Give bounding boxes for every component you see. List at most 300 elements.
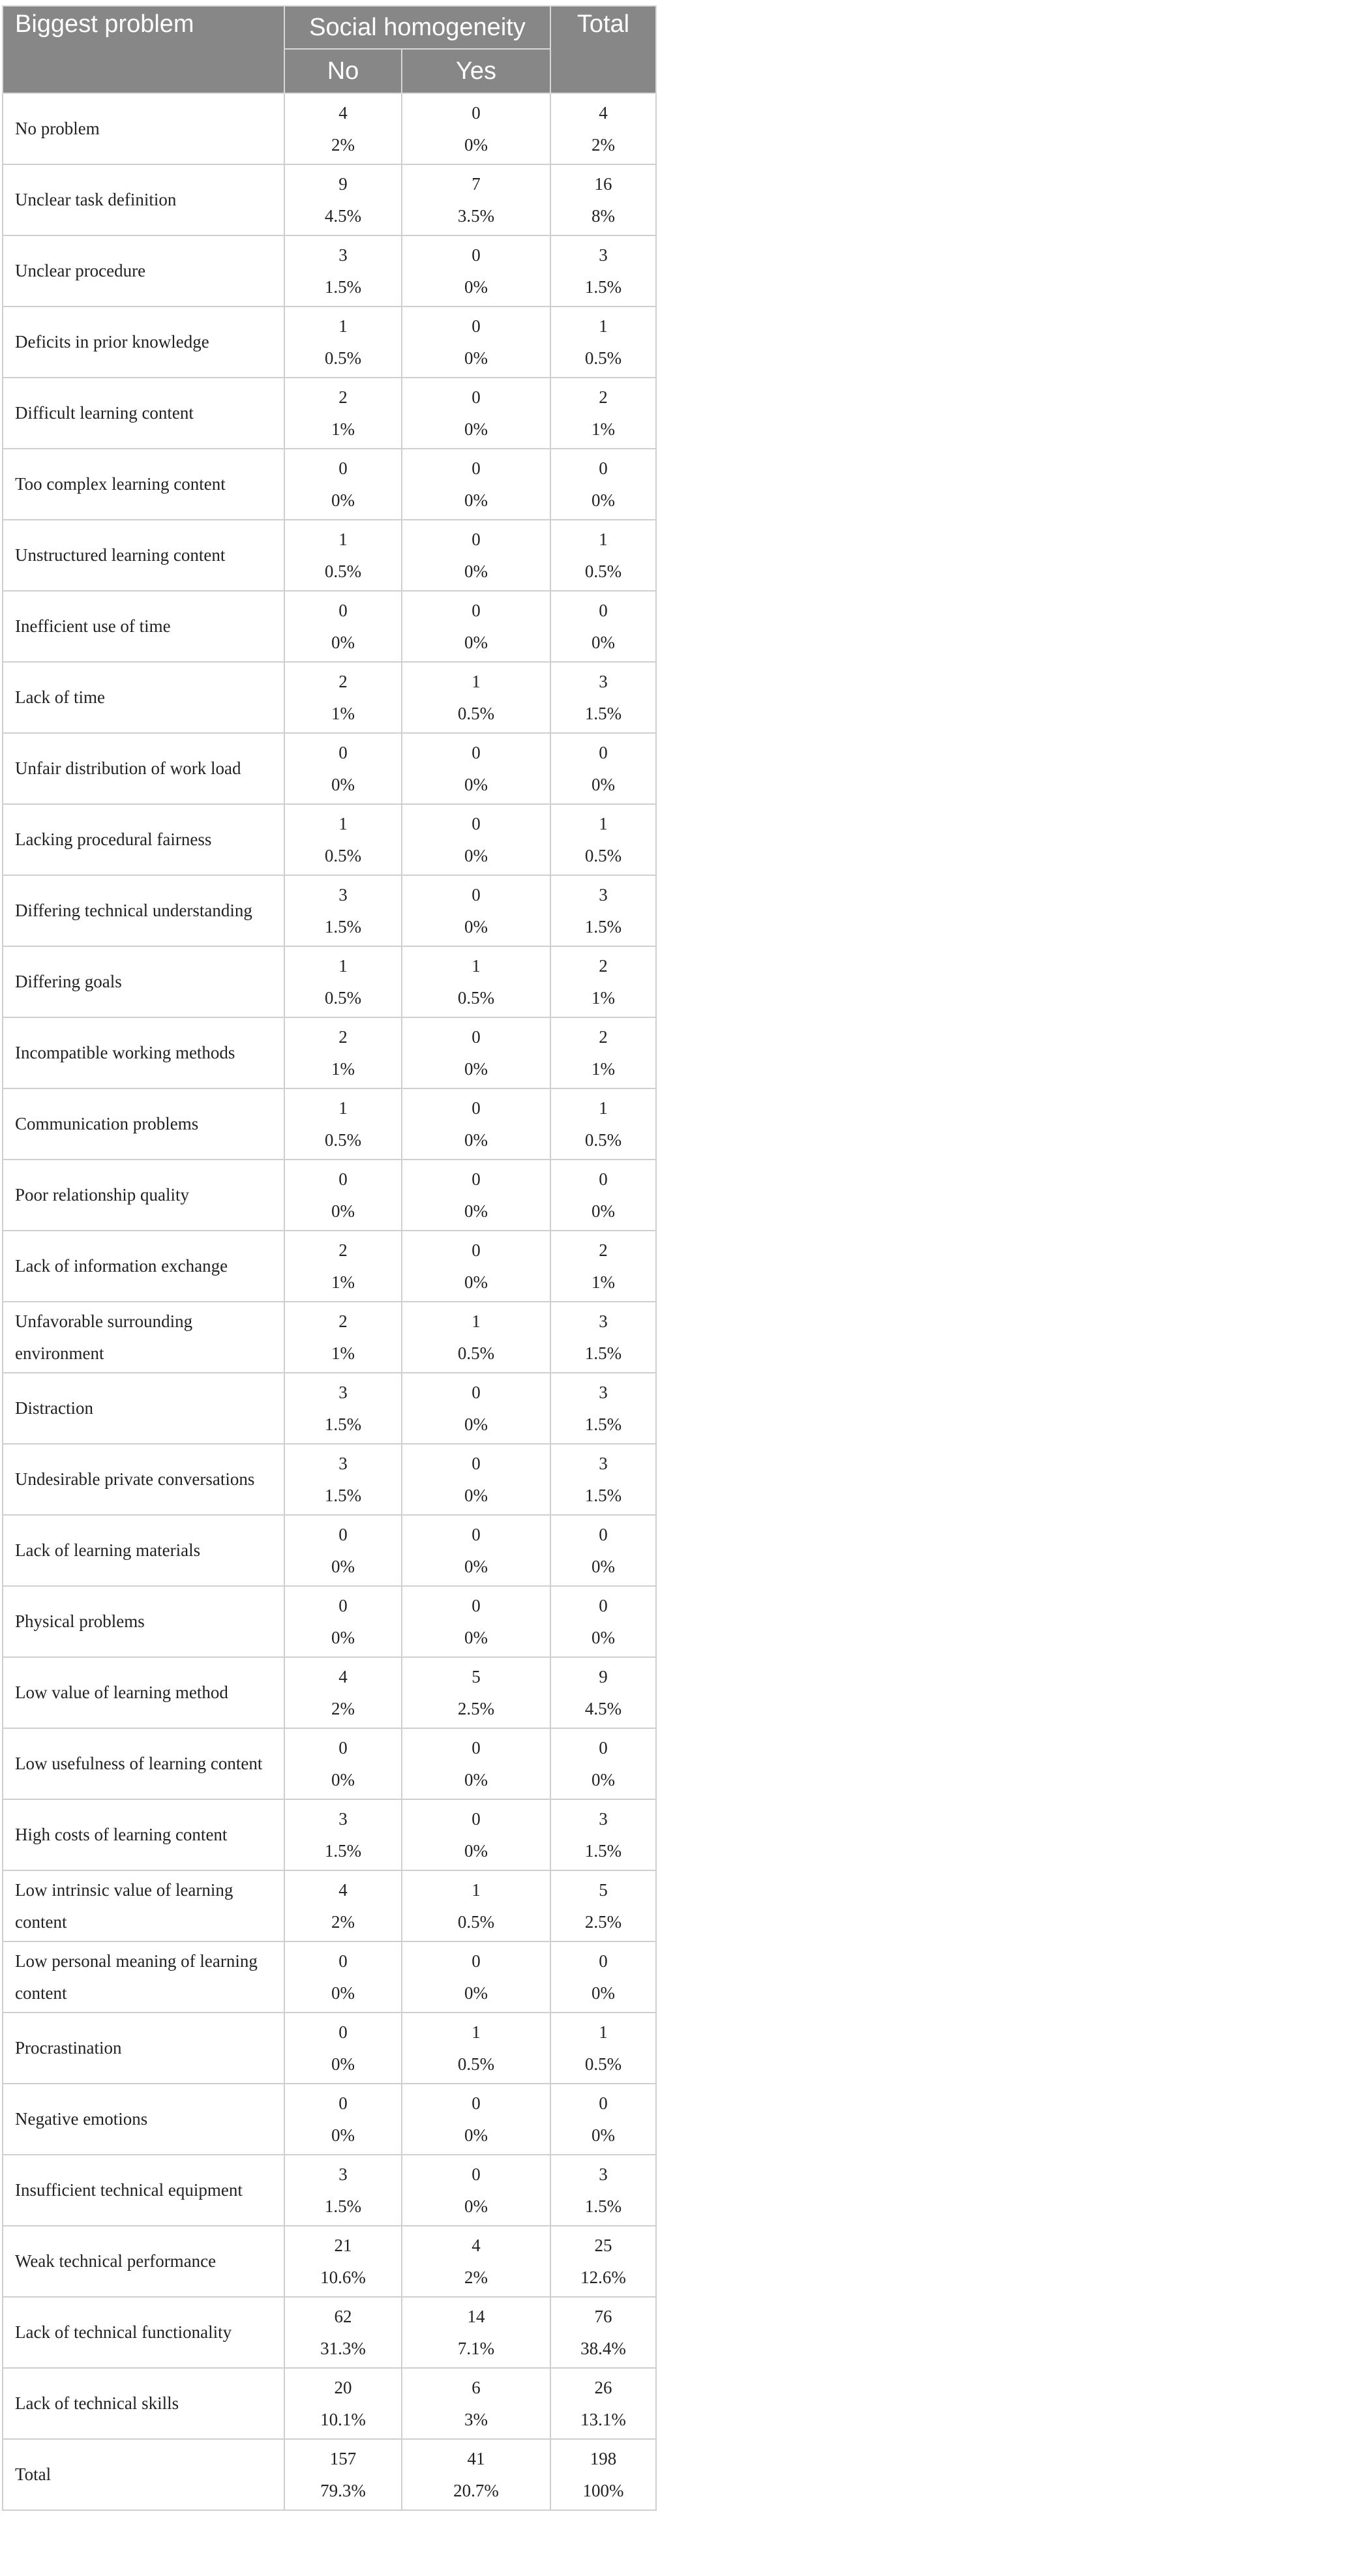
table-row [3, 1302, 656, 1373]
cell-percent: 0.5% [324, 987, 362, 1008]
cell-percent: 0% [592, 490, 615, 510]
cell-percent: 0% [464, 1272, 488, 1292]
cell-yes [402, 804, 550, 875]
cell-count: 0 [599, 2093, 608, 2113]
cell-no [284, 591, 402, 662]
cell-percent: 1.5% [584, 916, 622, 936]
cell-percent: 0.5% [457, 2054, 495, 2074]
table-row [3, 591, 656, 662]
cell-no [284, 1515, 402, 1586]
cell-count: 4 [472, 2235, 481, 2255]
cell-count: 3 [338, 245, 348, 265]
cell-count: 1 [338, 955, 348, 976]
cell-percent: 1.5% [584, 1343, 622, 1363]
cell-count: 41 [467, 2448, 485, 2468]
cell-count: 0 [472, 1808, 481, 1829]
cell-count: 0 [472, 387, 481, 407]
cell-count: 0 [472, 742, 481, 762]
table-row [3, 662, 656, 733]
row-label: Difficult learning content [3, 378, 284, 449]
cell-count: 3 [599, 1453, 608, 1473]
cell-total [550, 2297, 656, 2368]
cell-total [550, 378, 656, 449]
cell-total [550, 520, 656, 591]
cell-percent: 1% [331, 1058, 355, 1079]
cell-yes [402, 662, 550, 733]
cell-count: 2 [599, 387, 608, 407]
cell-yes [402, 1373, 550, 1444]
cell-count: 1 [599, 316, 608, 336]
cell-percent: 1.5% [324, 1485, 362, 1505]
cell-total [550, 1017, 656, 1088]
cell-no [284, 1160, 402, 1231]
cell-percent: 0.5% [584, 1130, 622, 1150]
cell-percent: 3% [464, 2409, 488, 2429]
cell-count: 198 [590, 2448, 617, 2468]
cell-count: 3 [338, 1808, 348, 1829]
row-label: Total [3, 2439, 284, 2510]
table-body [3, 93, 656, 2510]
cell-count: 76 [594, 2306, 612, 2326]
cell-count: 21 [334, 2235, 352, 2255]
cell-no [284, 378, 402, 449]
cell-count: 1 [338, 316, 348, 336]
cell-yes [402, 2013, 550, 2084]
cell-total [550, 2084, 656, 2155]
table-row [3, 520, 656, 591]
cell-total [550, 2155, 656, 2226]
table-row [3, 2013, 656, 2084]
cell-count: 5 [599, 1880, 608, 1900]
cell-count: 1 [338, 1098, 348, 1118]
cell-percent: 10.6% [320, 2267, 366, 2287]
row-label: Insufficient technical equipment [3, 2155, 284, 2226]
cell-percent: 1% [331, 1343, 355, 1363]
cell-percent: 7.1% [457, 2338, 495, 2358]
cell-percent: 0% [464, 134, 488, 155]
cell-count: 3 [599, 1311, 608, 1331]
table-row [3, 307, 656, 378]
cell-no [284, 2297, 402, 2368]
table-row [3, 804, 656, 875]
row-label: Physical problems [3, 1586, 284, 1657]
cell-no [284, 946, 402, 1017]
cell-total [550, 164, 656, 235]
cell-total [550, 2368, 656, 2439]
table-row [3, 164, 656, 235]
cell-no [284, 1373, 402, 1444]
cell-count: 1 [599, 1098, 608, 1118]
cell-count: 0 [338, 1169, 348, 1189]
cell-count: 0 [472, 529, 481, 549]
table-row [3, 1515, 656, 1586]
cell-percent: 2% [331, 1911, 355, 1932]
cell-count: 0 [472, 102, 481, 123]
cell-count: 1 [472, 2022, 481, 2042]
cell-yes [402, 1870, 550, 1941]
cell-percent: 100% [582, 2480, 624, 2500]
cell-percent: 10.1% [320, 2409, 366, 2429]
cell-count: 0 [338, 600, 348, 620]
cell-count: 1 [599, 2022, 608, 2042]
cell-yes [402, 449, 550, 520]
row-label: Poor relationship quality [3, 1160, 284, 1231]
cell-count: 0 [472, 600, 481, 620]
table-row [3, 1373, 656, 1444]
cell-no [284, 1017, 402, 1088]
cell-count: 0 [599, 458, 608, 478]
table-header [3, 6, 656, 93]
cell-percent: 1.5% [324, 1840, 362, 1861]
cell-count: 2 [599, 955, 608, 976]
row-label: Unfavorable surrounding environment [3, 1302, 284, 1373]
cell-count: 2 [338, 387, 348, 407]
cell-no [284, 1870, 402, 1941]
table-row [3, 2155, 656, 2226]
cell-count: 3 [599, 245, 608, 265]
row-label: Lack of time [3, 662, 284, 733]
cell-percent: 0% [592, 632, 615, 652]
cell-count: 7 [472, 173, 481, 194]
cell-percent: 0% [464, 490, 488, 510]
row-label: Undesirable private conversations [3, 1444, 284, 1515]
cell-percent: 12.6% [580, 2267, 626, 2287]
cell-no [284, 235, 402, 307]
cell-percent: 0% [331, 2054, 355, 2074]
row-label: Deficits in prior knowledge [3, 307, 284, 378]
cell-no [284, 2439, 402, 2510]
cell-total [550, 449, 656, 520]
table-row [3, 946, 656, 1017]
cell-count: 3 [599, 1808, 608, 1829]
cell-count: 16 [594, 173, 612, 194]
cell-percent: 1% [592, 987, 615, 1008]
cell-percent: 0% [464, 1485, 488, 1505]
cell-total [550, 1302, 656, 1373]
row-label: Low usefulness of learning content [3, 1728, 284, 1799]
cell-no [284, 1444, 402, 1515]
row-label: High costs of learning content [3, 1799, 284, 1870]
cell-percent: 0.5% [324, 1130, 362, 1150]
cell-count: 2 [338, 671, 348, 691]
cell-percent: 1.5% [324, 916, 362, 936]
row-label: Unclear procedure [3, 235, 284, 307]
cell-total [550, 1515, 656, 1586]
cell-count: 0 [338, 1737, 348, 1758]
cell-yes [402, 1444, 550, 1515]
cell-no [284, 2226, 402, 2297]
cell-count: 25 [594, 2235, 612, 2255]
cell-percent: 2.5% [457, 1698, 495, 1718]
cell-count: 0 [599, 1737, 608, 1758]
table-row [3, 1444, 656, 1515]
cell-percent: 0% [331, 632, 355, 652]
cell-percent: 2% [592, 134, 615, 155]
cell-percent: 0% [592, 1201, 615, 1221]
cell-percent: 38.4% [580, 2338, 626, 2358]
cell-count: 157 [329, 2448, 357, 2468]
cell-count: 4 [338, 1666, 348, 1686]
cell-total [550, 946, 656, 1017]
header-biggest-problem: Biggest problem [3, 6, 284, 93]
cell-percent: 1% [592, 1058, 615, 1079]
cell-total [550, 662, 656, 733]
table-row [3, 2368, 656, 2439]
cell-percent: 0.5% [584, 845, 622, 865]
row-label: Low personal meaning of learning content [3, 1941, 284, 2013]
row-label: No problem [3, 93, 284, 164]
cell-count: 2 [599, 1026, 608, 1047]
cell-count: 0 [472, 1026, 481, 1047]
cell-no [284, 164, 402, 235]
cell-count: 0 [472, 884, 481, 905]
cell-percent: 0% [331, 1983, 355, 2003]
cell-count: 1 [599, 813, 608, 833]
cell-no [284, 93, 402, 164]
cell-count: 0 [472, 2093, 481, 2113]
row-label: Differing technical understanding [3, 875, 284, 946]
row-label: Procrastination [3, 2013, 284, 2084]
table-row [3, 235, 656, 307]
cell-count: 0 [599, 600, 608, 620]
cell-yes [402, 946, 550, 1017]
cell-yes [402, 1657, 550, 1728]
cell-count: 0 [472, 2164, 481, 2184]
cell-percent: 0% [331, 1556, 355, 1576]
header-row-top [3, 6, 656, 49]
cell-count: 3 [599, 884, 608, 905]
cell-percent: 31.3% [320, 2338, 366, 2358]
cell-total [550, 1373, 656, 1444]
cell-percent: 1% [331, 419, 355, 439]
cell-yes [402, 1799, 550, 1870]
cell-yes [402, 591, 550, 662]
cell-percent: 0.5% [584, 2054, 622, 2074]
cell-count: 1 [472, 1311, 481, 1331]
cell-count: 0 [472, 1524, 481, 1544]
cell-count: 26 [594, 2377, 612, 2397]
cell-count: 4 [338, 1880, 348, 1900]
cell-percent: 0.5% [584, 561, 622, 581]
row-label: Lack of information exchange [3, 1231, 284, 1302]
header-social-homogeneity: Social homogeneity [284, 6, 550, 49]
table-row [3, 449, 656, 520]
cell-count: 3 [338, 2164, 348, 2184]
cell-percent: 1.5% [584, 1414, 622, 1434]
cell-count: 0 [599, 1951, 608, 1971]
cell-no [284, 520, 402, 591]
cell-percent: 0% [464, 277, 488, 297]
cell-count: 0 [472, 1453, 481, 1473]
cell-total [550, 2226, 656, 2297]
cell-count: 5 [472, 1666, 481, 1686]
cell-count: 3 [599, 1382, 608, 1402]
cell-percent: 0% [464, 632, 488, 652]
cell-percent: 0.5% [324, 561, 362, 581]
cell-percent: 0% [464, 419, 488, 439]
cell-percent: 2% [331, 1698, 355, 1718]
cell-count: 0 [338, 1951, 348, 1971]
cell-yes [402, 2155, 550, 2226]
table-row [3, 2226, 656, 2297]
table-row [3, 378, 656, 449]
cell-percent: 1% [331, 703, 355, 723]
cell-count: 0 [472, 1169, 481, 1189]
crosstab-table [2, 5, 657, 2511]
cell-no [284, 804, 402, 875]
row-label: Negative emotions [3, 2084, 284, 2155]
table-row [3, 93, 656, 164]
cell-yes [402, 307, 550, 378]
row-label: Lack of learning materials [3, 1515, 284, 1586]
cell-percent: 0% [464, 348, 488, 368]
cell-percent: 0% [464, 1627, 488, 1647]
row-label: Distraction [3, 1373, 284, 1444]
header-no: No [284, 49, 402, 93]
cell-count: 3 [599, 2164, 608, 2184]
cell-count: 0 [472, 316, 481, 336]
cell-percent: 3.5% [457, 205, 495, 226]
cell-count: 1 [599, 529, 608, 549]
cell-no [284, 1799, 402, 1870]
header-total: Total [550, 6, 656, 93]
row-label: Incompatible working methods [3, 1017, 284, 1088]
cell-total [550, 804, 656, 875]
cell-count: 9 [338, 173, 348, 194]
table-row [3, 875, 656, 946]
table-row [3, 2297, 656, 2368]
table-row [3, 1088, 656, 1160]
table-row [3, 1941, 656, 2013]
cell-count: 0 [472, 1382, 481, 1402]
cell-count: 0 [599, 742, 608, 762]
cell-no [284, 307, 402, 378]
cell-no [284, 1586, 402, 1657]
cell-percent: 0% [464, 561, 488, 581]
cell-no [284, 449, 402, 520]
cell-percent: 0% [464, 1769, 488, 1790]
cell-percent: 0% [331, 2125, 355, 2145]
cell-percent: 0% [464, 1130, 488, 1150]
cell-percent: 0% [464, 1058, 488, 1079]
cell-percent: 0% [331, 1201, 355, 1221]
cell-percent: 2% [331, 134, 355, 155]
cell-total [550, 2013, 656, 2084]
table-row [3, 2439, 656, 2510]
cell-percent: 1.5% [584, 1840, 622, 1861]
cell-count: 0 [599, 1169, 608, 1189]
cell-yes [402, 235, 550, 307]
cell-no [284, 2368, 402, 2439]
cell-count: 9 [599, 1666, 608, 1686]
cell-yes [402, 2084, 550, 2155]
cell-yes [402, 875, 550, 946]
cell-total [550, 1870, 656, 1941]
cell-no [284, 2013, 402, 2084]
row-label: Lacking procedural fairness [3, 804, 284, 875]
cell-total [550, 1941, 656, 2013]
cell-percent: 20.7% [453, 2480, 499, 2500]
cell-count: 0 [472, 1098, 481, 1118]
cell-percent: 0% [592, 774, 615, 794]
row-label: Unfair distribution of work load [3, 733, 284, 804]
cell-percent: 79.3% [320, 2480, 366, 2500]
cell-percent: 1% [331, 1272, 355, 1292]
cell-no [284, 1941, 402, 2013]
cell-no [284, 2084, 402, 2155]
cell-percent: 0% [331, 1769, 355, 1790]
cell-total [550, 591, 656, 662]
cell-percent: 0% [592, 1556, 615, 1576]
cell-percent: 0% [464, 2196, 488, 2216]
cell-percent: 0% [331, 1627, 355, 1647]
cell-count: 2 [599, 1240, 608, 1260]
cell-yes [402, 1941, 550, 2013]
row-label: Differing goals [3, 946, 284, 1017]
cell-total [550, 1231, 656, 1302]
cell-yes [402, 1302, 550, 1373]
cell-count: 0 [472, 1737, 481, 1758]
cell-percent: 0% [331, 774, 355, 794]
table-row [3, 1017, 656, 1088]
cell-yes [402, 1231, 550, 1302]
cell-count: 0 [338, 2093, 348, 2113]
cell-percent: 0% [464, 845, 488, 865]
row-label: Inefficient use of time [3, 591, 284, 662]
cell-percent: 0% [464, 1201, 488, 1221]
cell-percent: 1.5% [584, 277, 622, 297]
cell-percent: 0.5% [457, 987, 495, 1008]
cell-percent: 1.5% [324, 277, 362, 297]
cell-count: 6 [472, 2377, 481, 2397]
cell-no [284, 1231, 402, 1302]
cell-yes [402, 2297, 550, 2368]
row-label: Low intrinsic value of learning content [3, 1870, 284, 1941]
cell-percent: 0.5% [324, 845, 362, 865]
cell-count: 3 [599, 671, 608, 691]
cell-percent: 0% [464, 1983, 488, 2003]
cell-percent: 0.5% [457, 1343, 495, 1363]
cell-total [550, 1728, 656, 1799]
cell-yes [402, 1515, 550, 1586]
cell-yes [402, 520, 550, 591]
cell-percent: 8% [592, 205, 615, 226]
table-row [3, 1728, 656, 1799]
cell-count: 1 [338, 813, 348, 833]
cell-count: 1 [472, 955, 481, 976]
cell-count: 20 [334, 2377, 352, 2397]
cell-percent: 0.5% [324, 348, 362, 368]
table-row [3, 1657, 656, 1728]
row-label: Communication problems [3, 1088, 284, 1160]
cell-total [550, 875, 656, 946]
cell-percent: 0% [464, 916, 488, 936]
table-row [3, 1160, 656, 1231]
row-label: Unstructured learning content [3, 520, 284, 591]
cell-count: 0 [599, 1524, 608, 1544]
cell-yes [402, 2439, 550, 2510]
cell-count: 1 [472, 1880, 481, 1900]
cell-count: 2 [338, 1240, 348, 1260]
cell-count: 62 [334, 2306, 352, 2326]
row-label: Low value of learning method [3, 1657, 284, 1728]
cell-percent: 1% [592, 419, 615, 439]
cell-percent: 13.1% [580, 2409, 626, 2429]
cell-count: 3 [338, 1382, 348, 1402]
table-row [3, 1870, 656, 1941]
cell-yes [402, 1160, 550, 1231]
row-label: Too complex learning content [3, 449, 284, 520]
